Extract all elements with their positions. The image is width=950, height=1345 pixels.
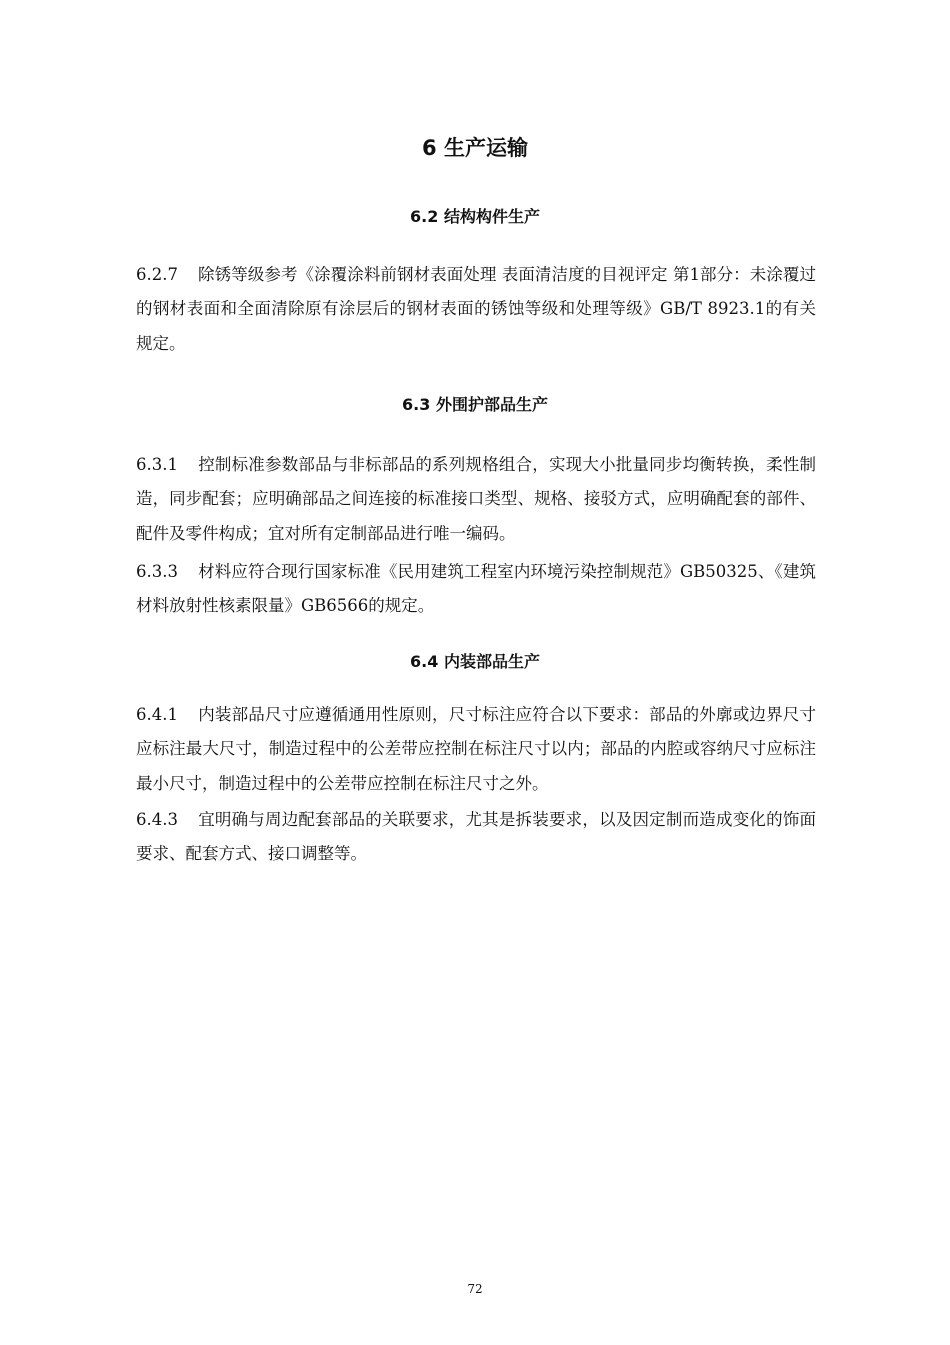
page-number: 72 [467, 1282, 483, 1296]
clause-text: 内装部品尺寸应遵循通用性原则，尺寸标注应符合以下要求：部品的外廓或边界尺寸应标注最大尺寸，制造过程中的公差带应控制在标注尺寸以内；部品的内腔或容纳尺寸应标注最小尺寸，制造过程中的公差带应控制在标注尺寸之外。 [136, 705, 816, 793]
clause-number: 6.4.3 [136, 810, 178, 829]
clause-6-2-7 [136, 258, 816, 361]
clause-number: 6.3.1 [136, 455, 178, 474]
clause-text: 宜明确与周边配套部品的关联要求，尤其是拆装要求，以及因定制而造成变化的饰面要求、配套方式、接口调整等。 [136, 810, 816, 864]
clause-6-3-1 [136, 448, 816, 551]
clause-number: 6.3.3 [136, 562, 178, 581]
section-heading-6-4: 6.4 内装部品生产 [410, 652, 540, 671]
chapter-title: 6 生产运输 [422, 136, 528, 160]
section-heading-6-2: 6.2 结构构件生产 [410, 207, 540, 226]
clause-text: 除锈等级参考《涂覆涂料前钢材表面处理 表面清洁度的目视评定 第1部分：未涂覆过的钢材表面和全面清除原有涂层后的钢材表面的锈蚀等级和处理等级》GB/T 8923.1的有关规定。 [136, 265, 816, 353]
clause-text: 材料应符合现行国家标准《民用建筑工程室内环境污染控制规范》GB50325、《建筑材料放射性核素限量》GB6566的规定。 [136, 562, 816, 616]
clause-6-4-3 [136, 803, 816, 872]
section-heading-6-3: 6.3 外围护部品生产 [402, 395, 548, 414]
clause-number: 6.2.7 [136, 265, 178, 284]
clause-6-3-3 [136, 555, 816, 624]
clause-text: 控制标准参数部品与非标部品的系列规格组合，实现大小批量同步均衡转换，柔性制造，同步配套；应明确部品之间连接的标准接口类型、规格、接驳方式，应明确配套的部件、配件及零件构成；宜对所有定制部品进行唯一编码。 [136, 455, 816, 543]
clause-number: 6.4.1 [136, 705, 178, 724]
clause-6-4-1 [136, 698, 816, 801]
